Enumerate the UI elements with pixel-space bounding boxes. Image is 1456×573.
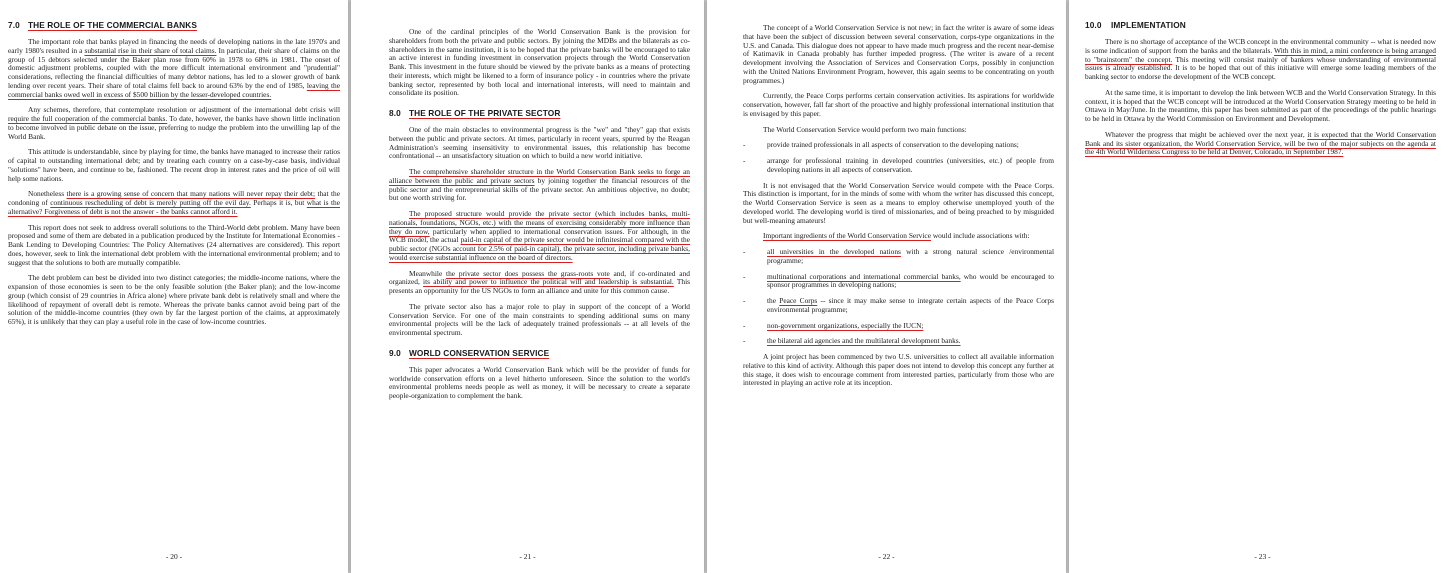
highlighted-text: paid-in capital of the private sector would be infinitesimal compared with the public sector (NGOs account for 2.5% of paid-in capital), the private sector, including private banks, would exercise substantial influence on the board of directors. bbox=[389, 235, 691, 262]
paragraph bbox=[389, 270, 690, 296]
section-body bbox=[743, 24, 1054, 134]
section-heading-7: 7.0 THE ROLE OF THE COMMERCIAL BANKS bbox=[8, 20, 197, 30]
page-number: - 20 - bbox=[165, 552, 183, 561]
paragraph bbox=[8, 38, 340, 99]
bullet-dash: - bbox=[743, 336, 746, 346]
paragraph bbox=[743, 126, 1054, 135]
text-run: particularly when applied to international conservation issues. For although, in the WCB model, the actual bbox=[389, 226, 690, 245]
paragraph bbox=[1085, 89, 1436, 124]
highlighted-text: continuous rescheduling of debt is merely putting off the evil day. bbox=[50, 198, 251, 207]
text-run: It is not envisaged that the World Conservation Service would compete with the Peace Corps. This distinction is important, for in the minds of some with whom the writer has discussed this concept, the World Conservation Service is seen as a means to employ otherwise unemployed youth of the developed world. The developing world is tired of missionaries, and of being preached to by misguided but well-meaning amateurs! bbox=[743, 180, 1054, 225]
paragraph bbox=[1085, 131, 1436, 157]
highlighted-text: there is a growing sense of concern that many nations will never repay their debt; bbox=[66, 189, 316, 199]
text-run: Meanwhile bbox=[409, 268, 447, 278]
text-run: In particular, their share of claims on the group of 15 debtors selected under the Baker plan rose from 60% in 1978 to 68% in 1981. The onset of domestic adjustment problems, coupled with the more difficult international environment and "prudential" considerations, reflecting the financial difficulties of many debtor nations, has led to a slower growth of bank lending over recent years. Their share of total claims fell back to around 63% by the end of 1985, bbox=[8, 45, 340, 90]
text-run: At the same time, it is important to develop the link between WCB and the World Conservation Strategy. In this context, it is hoped that the WCB concept will be introduced at the World Conservation Strategy meeting to be held in Ottawa in May/June. In the meantime, this paper has been submitted as part of the proceedings of the public hearings to be held in Ottawa by the World Commission on Environment and Development. bbox=[1085, 87, 1436, 123]
list-item bbox=[743, 297, 1054, 315]
section-heading-8: 8.0 THE ROLE OF THE PRIVATE SECTOR bbox=[389, 108, 561, 118]
paragraph bbox=[743, 232, 1054, 241]
document-page-20 bbox=[0, 0, 348, 573]
bullet-dash: - bbox=[743, 140, 746, 150]
list-item-text bbox=[767, 297, 1054, 315]
paragraph bbox=[743, 92, 1054, 118]
text-run: Nonetheless bbox=[28, 189, 67, 199]
text-run: To date, however, the banks have shown little inclination to become involved in public debate on the issue, preferring to nudge the problem into the unwilling lap of the World Bank. bbox=[8, 114, 340, 141]
bullet-dash: - bbox=[743, 296, 746, 305]
text-run: There is no shortage of acceptance of the WCB concept in the environmental community -- what is needed now is some indication of support from the banks and the bilaterals. bbox=[1085, 37, 1436, 55]
text-run: the bbox=[767, 296, 780, 305]
paragraph bbox=[389, 168, 690, 203]
list-item-text bbox=[767, 248, 1054, 266]
highlighted-text: Peace Corps bbox=[779, 296, 818, 305]
highlighted-text: it is expected that the World Conservation Bank and its sister organization, the World Conservation Service, will be two of the major subjects on the agenda at the 4th World Wilderness Congress to be held at Denver, Colorado, in September 1987. bbox=[1085, 129, 1436, 157]
text-run: Currently, the Peace Corps performs certain conservation activities. Its aspirations for worldwide conservation, however, fall far short of the proactive and highly professional international institution that is envisaged by this paper. bbox=[743, 91, 1054, 118]
highlighted-text: Important ingredients of the World Conservation Service bbox=[763, 231, 931, 241]
highlighted-text: the private sector does possess the grass-roots vote bbox=[446, 268, 610, 278]
list-item bbox=[743, 273, 1054, 291]
list-item bbox=[743, 322, 1054, 331]
paragraph bbox=[8, 148, 340, 183]
list-item-text bbox=[767, 273, 1054, 291]
bullet-dash: - bbox=[743, 156, 746, 165]
paragraph bbox=[743, 182, 1054, 226]
section-body bbox=[1085, 38, 1436, 157]
text-run: The debt problem can best be divided into two distinct categories; the middle-income nations, where the expansion of those economies is seen to be the only feasible solution (the Baker plan); and the low-income group (which consist of 29 countries in Africa alone) where private bank debt is relatively small and where the likelihood of repayment of overall debt is remote. Whereas the private banks cannot avoid being part of the solution of the middle-income countries (they own by far the largest portion of the claims, at approximately 65%), it is unlikely that they can play a useful role in the case of low-income countries. bbox=[8, 273, 340, 326]
document-page-22 bbox=[707, 0, 1066, 573]
text-run: -- since it may make sense to integrate certain aspects of the Peace Corps environmental programme; bbox=[767, 296, 1054, 314]
text-run: and, if co-ordinated and organized, bbox=[389, 268, 690, 287]
bullet-dash: - bbox=[743, 247, 746, 256]
highlighted-text: what is the alternative? Forgiveness of debt is not the answer - the banks cannot afford it. bbox=[8, 198, 340, 216]
bullet-dash: - bbox=[743, 271, 746, 281]
paragraph bbox=[8, 190, 340, 216]
intro-body bbox=[389, 28, 690, 98]
text-run: The World Conservation Service would perform two main functions: bbox=[763, 124, 967, 134]
text-run: This paper advocates a World Conservation Bank which will be the provider of funds for worldwide conservation efforts on a level hitherto unforeseen. Since the solution to the world's environmental problems needs people as well as money, it will be necessary to create a separate people-organization to complement the bank. bbox=[389, 364, 690, 400]
highlighted-text: the bilateral aid agencies and the multilateral development banks. bbox=[767, 336, 961, 346]
text-run: This meeting will consist mainly of bankers whose understanding of environmental issues is already established. It is to be hoped that out of this initiative will emerge some leading members of the banking sector to endorse the development of the WCB concept. bbox=[1085, 54, 1437, 81]
highlighted-text: require the full cooperation of the commercial banks. bbox=[8, 114, 168, 123]
bullet-dash: - bbox=[743, 320, 746, 330]
section-heading-9: 9.0 WORLD CONSERVATION SERVICE bbox=[389, 347, 550, 358]
highlighted-text: its ability and power to influence the political will and leadership is substantial. bbox=[423, 277, 674, 287]
section-body bbox=[389, 366, 690, 401]
text-run: by joining together the financial resources of the public sector and the entrepreneurial skills of the private sector. An ambitious objective, no doubt; but one worth striving for. bbox=[389, 175, 690, 203]
text-run: One of the main obstacles to environmental progress is the "we" and "they" gap that exists between the public and private sectors. At times, particularly in recent years, spurred by the Reagan Administration's seeming insensitivity to environmental issues, this relationship has become confrontational -- an unsatisfactory situation on which to build a new world initiative. bbox=[389, 125, 690, 161]
paragraph bbox=[389, 126, 690, 161]
text-run: This presents an opportunity for the US NGOs to form an alliance and unite for this common cause. bbox=[389, 277, 690, 295]
highlighted-text: non-government organizations, especially the IUCN; bbox=[767, 320, 924, 330]
text-run: A joint project has been commenced by two U.S. universities to collect all available information relative to this kind of activity. Although this paper does not intend to develop this concept any further at this stage, it does wish to encourage comment from interested parties, particularly from those who are interested in playing an active role at its inception. bbox=[743, 352, 1054, 388]
text-run: Perhaps it is, but bbox=[250, 198, 307, 207]
section-body bbox=[743, 182, 1054, 242]
text-run: The important role that banks played in financing the needs of developing nations in the late 1970's and early 1980's resulted in a bbox=[8, 37, 340, 55]
paragraph bbox=[389, 303, 690, 338]
list-item bbox=[743, 141, 1054, 150]
text-run: Any schemes, therefore, that contemplate resolution or adjustment of the international debt crisis will bbox=[28, 105, 340, 115]
paragraph bbox=[743, 353, 1054, 388]
section-body bbox=[743, 353, 1054, 388]
paragraph bbox=[389, 28, 690, 98]
text-run: that the condoning of bbox=[8, 189, 340, 207]
text-run: with a strong natural science /environmental programme; bbox=[767, 247, 1054, 265]
section-body bbox=[389, 126, 690, 338]
text-run: Whatever the progress that might be achieved over the next year, bbox=[1105, 129, 1308, 139]
highlighted-text: leaving the commercial banks owed well in excess of $500 billion by the lesser-developed countries. bbox=[8, 80, 340, 99]
list-item bbox=[743, 157, 1054, 175]
text-run: The private sector also has a major role to play in support of the concept of a World Conservation Service. For one of the main constraints to spending additional sums on many environmental projects will be the lack of adequately trained professionals -- at all levels of the environmental spectrum. bbox=[389, 301, 690, 337]
text-run: The concept of a World Conservation Service is not new; in fact the writer is aware of some ideas that have been the subject of discussion between several conservation, corps-type organizations in the U.S. and Canada. This dialogue does not appear to have made much progress and the recent near-demise of Katimavik in Canada probably has further impeded progress. (The writer is aware of a recent development involving the Association of Services and Conservation Corps, possibly in conjunction with the United Nations Environment Program, however, this again seems to be concentrating on youth programmes.) bbox=[743, 23, 1054, 85]
highlighted-text: With this in mind, a mini conference is being arranged to "brainstorm" the concept. bbox=[1085, 45, 1436, 64]
paragraph bbox=[1085, 38, 1436, 82]
list-item bbox=[743, 248, 1054, 266]
ingredients-list bbox=[743, 248, 1054, 346]
paragraph bbox=[8, 224, 340, 268]
page-number: - 22 - bbox=[878, 552, 895, 561]
list-item-text bbox=[767, 141, 1054, 150]
highlighted-text: The proposed structure would provide the private sector (which includes banks, multi-nationals, foundations, NGOs, etc.) with the means of exercising considerably more influence than they do now, bbox=[389, 209, 690, 236]
text-run: arrange for professional training in developed countries (universities, etc.) of people from developing nations in all aspects of conservation. bbox=[767, 156, 1054, 174]
document-page-21 bbox=[351, 0, 704, 573]
list-item-text bbox=[767, 322, 1054, 331]
text-run: who would be encouraged to sponsor programmes in developing nations; bbox=[767, 271, 1054, 290]
section-body bbox=[8, 38, 340, 327]
page-number: - 21 - bbox=[519, 552, 536, 561]
text-run: This attitude is understandable, since by playing for time, the banks have managed to increase their ratios of capital to outstanding international debt; and by treating each country on a case-by-case basis, individual "solutions" have been, and continue to be, fashioned. The recent drop in interest rates and the price of oil will help some nations. bbox=[8, 147, 340, 183]
highlighted-text: all universities in the developed nations bbox=[767, 247, 901, 256]
highlighted-text: substantial rise in their share of total claims. bbox=[84, 45, 217, 55]
paragraph bbox=[389, 210, 690, 263]
text-run: One of the cardinal principles of the World Conservation Bank is the provision for shareholders from both the private and public sectors. By joining the MDBs and the bilaterals as co-shareholders in the same institution, it is to be hoped that the private banks will be encouraged to take an active interest in funding investment in conservation projects through the World Conservation Bank. This investment in the future should be viewed by the private banks as a means of protecting their interests, which might be likened to a form of insurance policy - in countries where the private banking sector, represented by both local and international interests, will need to maintain and consolidate its position. bbox=[389, 27, 690, 98]
text-run: would include associations with: bbox=[930, 231, 1030, 241]
section-heading-10: 10.0 IMPLEMENTATION bbox=[1085, 20, 1186, 30]
text-run: provide trained professionals in all aspects of conservation to the developing nations; bbox=[767, 140, 1019, 150]
document-page-23 bbox=[1069, 0, 1456, 573]
paragraph bbox=[389, 366, 690, 401]
highlighted-text: multinational corporations and international commercial banks, bbox=[767, 271, 961, 281]
page-number: - 23 - bbox=[1254, 552, 1271, 561]
paragraph bbox=[8, 274, 340, 327]
functions-list bbox=[743, 141, 1054, 174]
list-item bbox=[743, 337, 1054, 346]
list-item-text bbox=[767, 337, 1054, 346]
text-run: This report does not seek to address overall solutions to the Third-World debt problem. Many have been proposed and some of them are debated in a publication produced by the Institute for International Economies - Bank Lending to Developing Countries: The Policy Alternatives (24 alternatives are considered). This report does, however, seek to link the international debt problem with the international environmental problem; and to suggest that the solutions to both are mutually compatible. bbox=[8, 222, 340, 267]
paragraph bbox=[8, 106, 340, 141]
paragraph bbox=[743, 24, 1054, 85]
highlighted-text: The comprehensive shareholder structure in the World Conservation Bank seeks to forge an alliance between the public and private sectors bbox=[389, 167, 690, 185]
list-item-text bbox=[767, 157, 1054, 175]
